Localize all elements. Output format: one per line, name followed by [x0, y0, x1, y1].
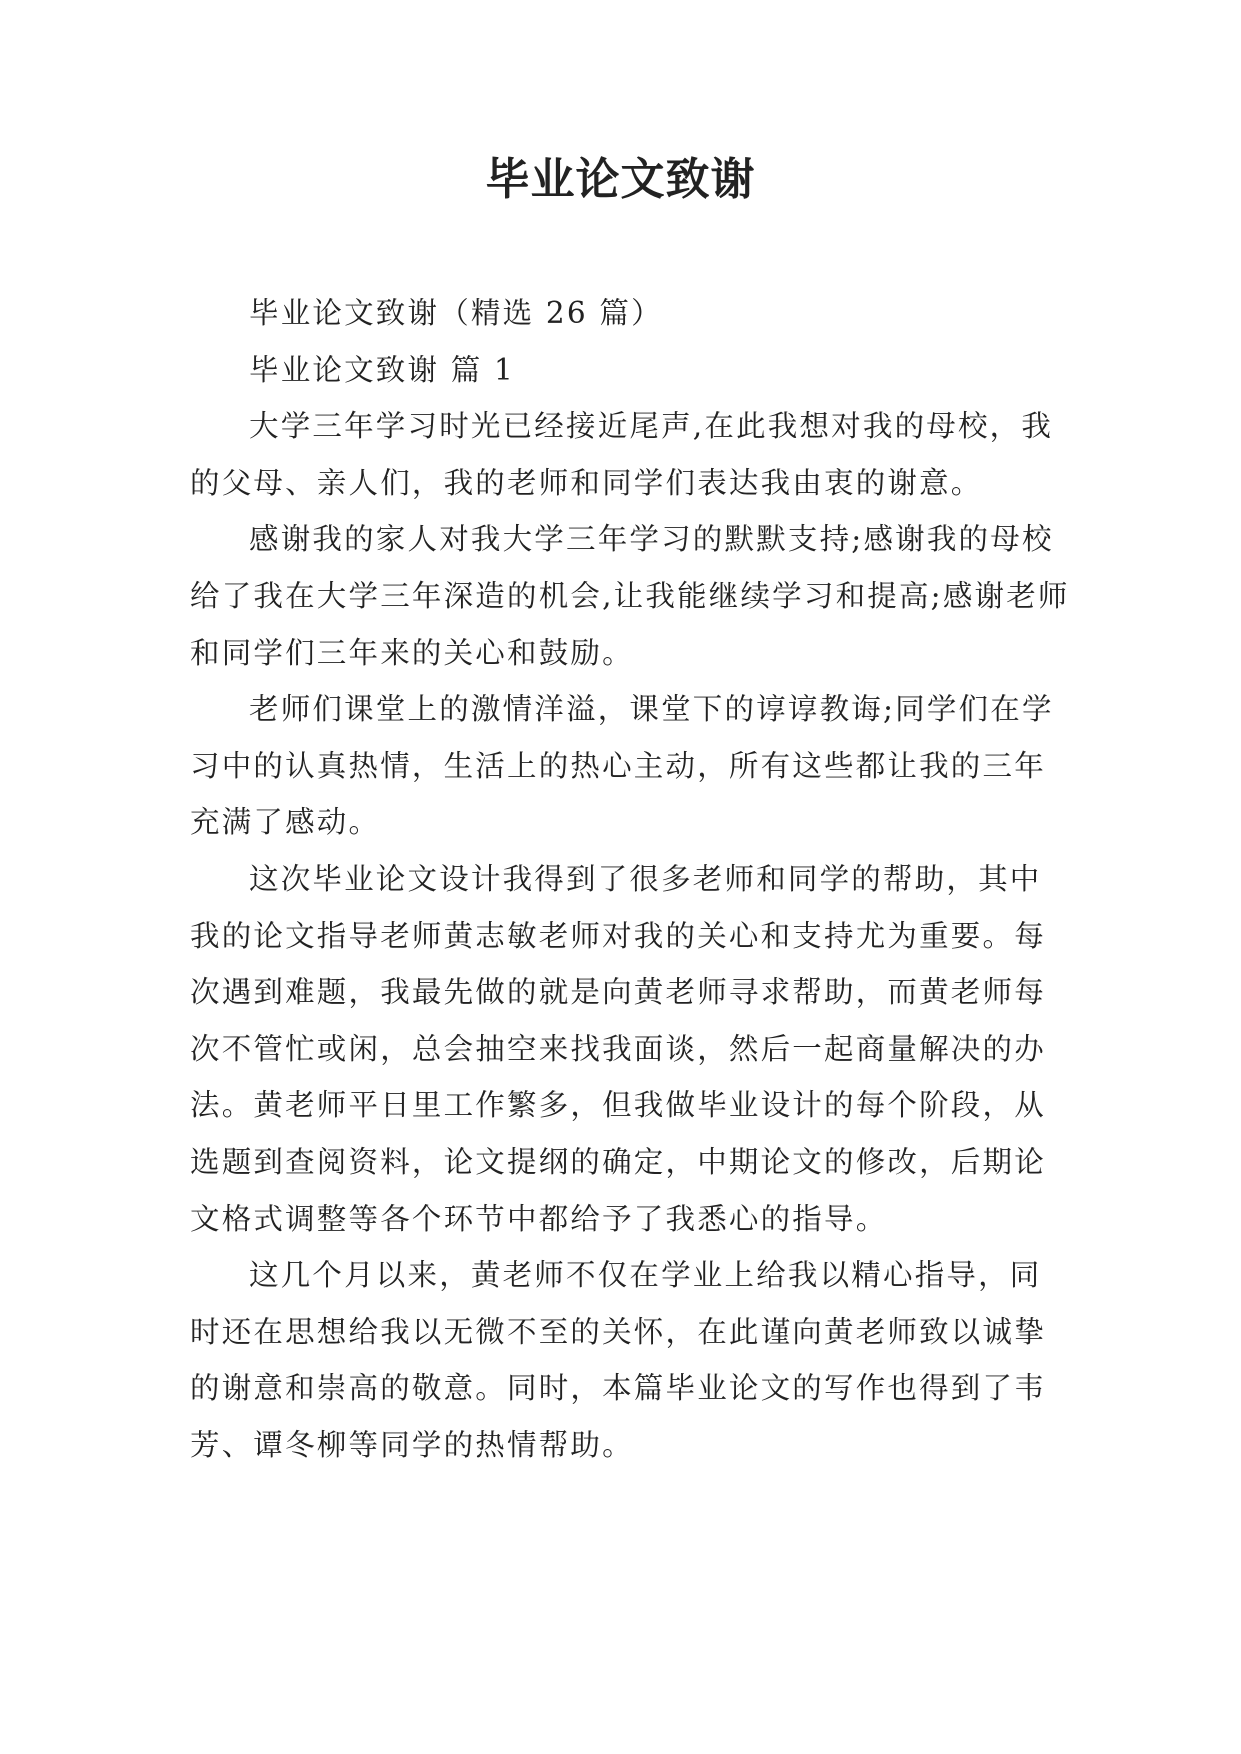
paragraph-5: 这几个月以来，黄老师不仅在学业上给我以精心指导，同时还在思想给我以无微不至的关怀，在此谨向黄老师致以诚挚的谢意和崇高的敬意。同时，本篇毕业论文的写作也得到了韦芳、谭冬柳等同学的热情帮助。	[190, 1258, 1046, 1462]
section-heading: 毕业论文致谢 篇 1	[249, 352, 516, 387]
paragraph-2: 感谢我的家人对我大学三年学习的默默支持;感谢我的母校给了我在大学三年深造的机会,让我能继续学习和提高;感谢老师和同学们三年来的关心和鼓励。	[190, 522, 1070, 670]
document-subtitle: 毕业论文致谢（精选 26 篇）	[249, 296, 663, 330]
paragraph-4: 这次毕业论文设计我得到了很多老师和同学的帮助，其中我的论文指导老师黄志敏老师对我的关心和支持尤为重要。每次遇到难题，我最先做的就是向黄老师寻求帮助，而黄老师每次不管忙或闲，总会抽空来找我面谈，然后一起商量解决的办法。黄老师平日里工作繁多，但我做毕业设计的每个阶段，从选题到查阅资料，论文提纲的确定，中期论文的修改，后期论文格式调整等各个环节中都给予了我悉心的指导。	[190, 861, 1046, 1236]
paragraph-1: 大学三年学习时光已经接近尾声,在此我想对我的母校，我的父母、亲人们，我的老师和同学们表达我由衷的谢意。	[190, 409, 1054, 500]
paragraph-3: 老师们课堂上的激情洋溢，课堂下的谆谆教诲;同学们在学习中的认真热情，生活上的热心主动，所有这些都让我的三年充满了感动。	[190, 692, 1054, 840]
document-body	[190, 285, 1070, 1473]
document-title: 毕业论文致谢	[485, 154, 756, 205]
